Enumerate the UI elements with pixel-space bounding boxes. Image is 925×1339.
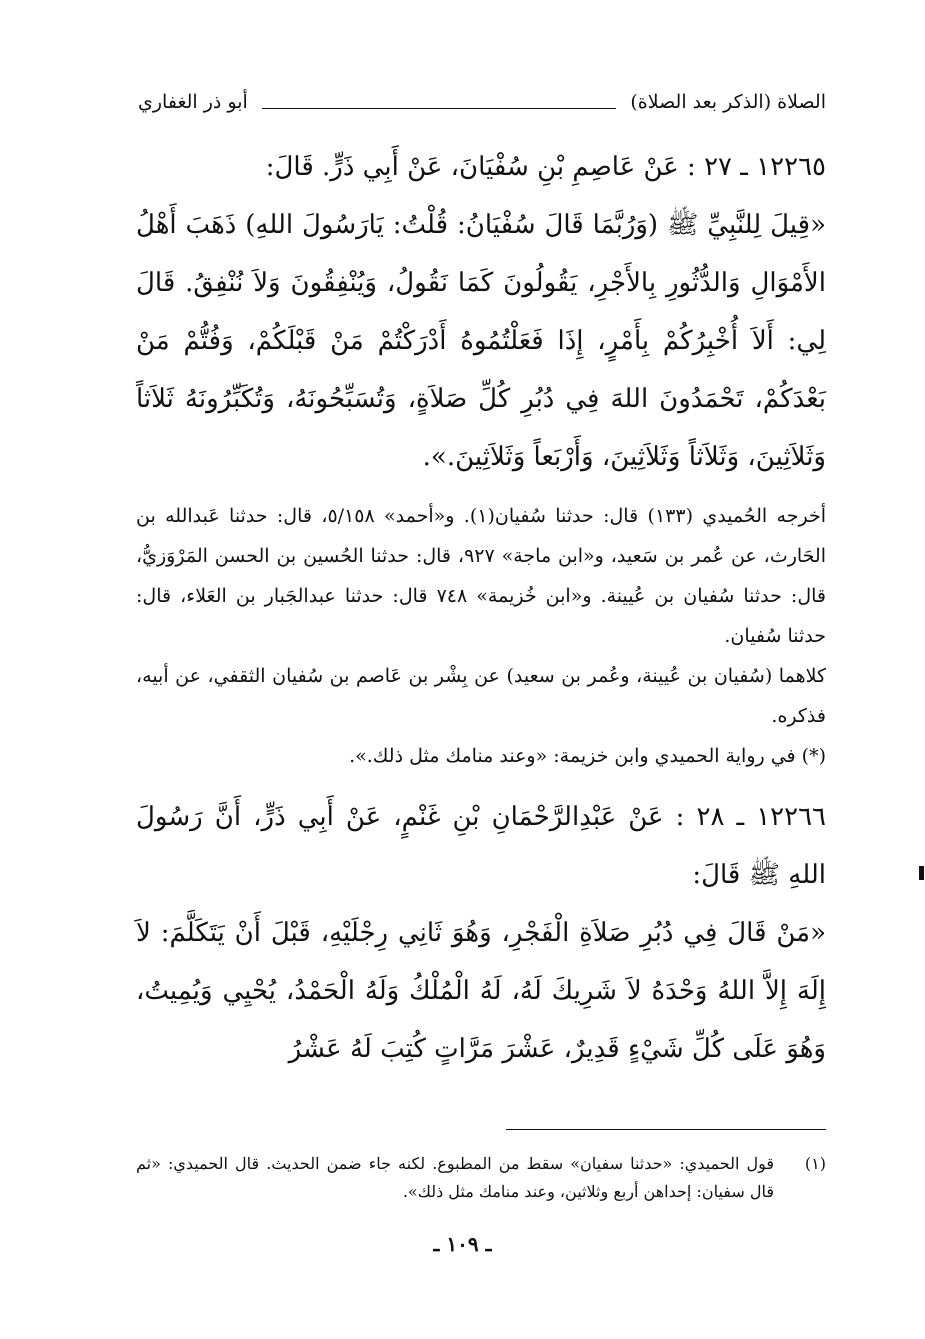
page-number: ـ ١٠٩ ـ: [433, 1232, 492, 1256]
hadith-1-matn: «قِيلَ لِلنَّبِيِّ ﷺ (وَرُبَّمَا قَالَ سُفْيَانُ: قُلْتُ: يَارَسُولَ اللهِ) ذَهَبَ أَهْلُ الأَمْوَالِ وَالدُّثُورِ بِالأَجْرِ، يَقُولُونَ كَمَا نَقُولُ، وَيُنْفِقُونَ وَلاَ نُنْفِقُ. قَالَ لِي: أَلاَ أُخْبِرُكُمْ بِأَمْرٍ، إِذَا فَعَلْتُمُوهُ أَدْرَكْتُمْ مَنْ قَبْلَكُمْ، وَفُتُّمْ مَنْ بَعْدَكُمْ، تَحْمَدُونَ اللهَ فِي دُبُرِ كُلِّ صَلاَةٍ، وَتُسَبِّحُونَهُ، وَتُكَبِّرُونَهُ ثَلاَثاً وَثَلاَثِينَ، وَثَلاَثاً وَثَلاَثِينَ، وَأَرْبَعاً وَثَلاَثِينَ.».: [136, 210, 826, 472]
header-rule: [262, 108, 617, 109]
running-header: [138, 86, 826, 118]
main-text: [136, 138, 826, 1078]
margin-mark: [919, 866, 924, 880]
hadith-2-isnad: ١٢٢٦٦ ـ ٢٨ : عَنْ عَبْدِالرَّحْمَانِ بْنِ غَنْمٍ، عَنْ أَبِي ذَرٍّ، أَنَّ رَسُولَ اللهِ ﷺ قَالَ:: [136, 802, 827, 890]
footnotes: [136, 1150, 826, 1206]
section-title: أبو ذر الغفاري: [138, 91, 248, 113]
takhrij-paragraph: أخرجه الحُميدي (١٣٣) قال: حدثنا سُفيان(١). و«أحمد» ٥/١٥٨، قال: حدثنا عَبدالله بن الحَارث، عن عُمر بن سَعيد، و«ابن ماجة» ٩٢٧، قال: حدثنا الحُسين بن الحسن المَرْوَزيُّ، قال: حدثنا سُفيان بن عُيينة. و«ابن خُزيمة» ٧٤٨ قال: حدثنا عبدالجَبار بن العَلاء، قال: حدثنا سُفيان.: [136, 505, 827, 647]
footnote-separator: [506, 1129, 826, 1130]
takhrij-note: (*) في رواية الحميدي وابن خزيمة: «وعند منامك مثل ذلك.».: [349, 745, 826, 767]
footnote-number: (١): [804, 1154, 826, 1173]
footnote: [136, 1150, 826, 1206]
hadith-2-matn: «مَنْ قَالَ فِي دُبُرِ صَلاَةِ الْفَجْرِ، وَهُوَ ثَانِي رِجْلَيْهِ، قَبْلَ أَنْ يَتَكَلَّمَ: لاَ إِلَهَ إِلاَّ اللهُ وَحْدَهُ لاَ شَرِيكَ لَهُ، لَهُ الْمُلْكُ وَلَهُ الْحَمْدُ، يُحْيِي وَيُمِيتُ، وَهُوَ عَلَى كُلِّ شَيْءٍ قَدِيرٌ، عَشْرَ مَرَّاتٍ كُتِبَ لَهُ عَشْرُ: [136, 918, 826, 1064]
chapter-title: الصلاة (الذكر بعد الصلاة): [630, 91, 826, 113]
footnote-text: قول الحميدي: «حدثنا سفيان» سقط من المطبوع. لكنه جاء ضمن الحديث. قال الحميدي: «ثم قال سفيان: إحداهن أربع وثلاثين، وعند منامك مثل ذلك».: [136, 1154, 774, 1201]
hadith-1-isnad: ١٢٢٦٥ ـ ٢٧ : عَنْ عَاصِمِ بْنِ سُفْيَانَ، عَنْ أَبِي ذَرٍّ. قَالَ:: [265, 152, 826, 182]
takhrij-paragraph: كلاهما (سُفيان بن عُيينة، وعُمر بن سعيد) عن بِشْر بن عَاصم بن سُفيان الثقفي، عن أبيه، فذكره.: [136, 665, 826, 727]
